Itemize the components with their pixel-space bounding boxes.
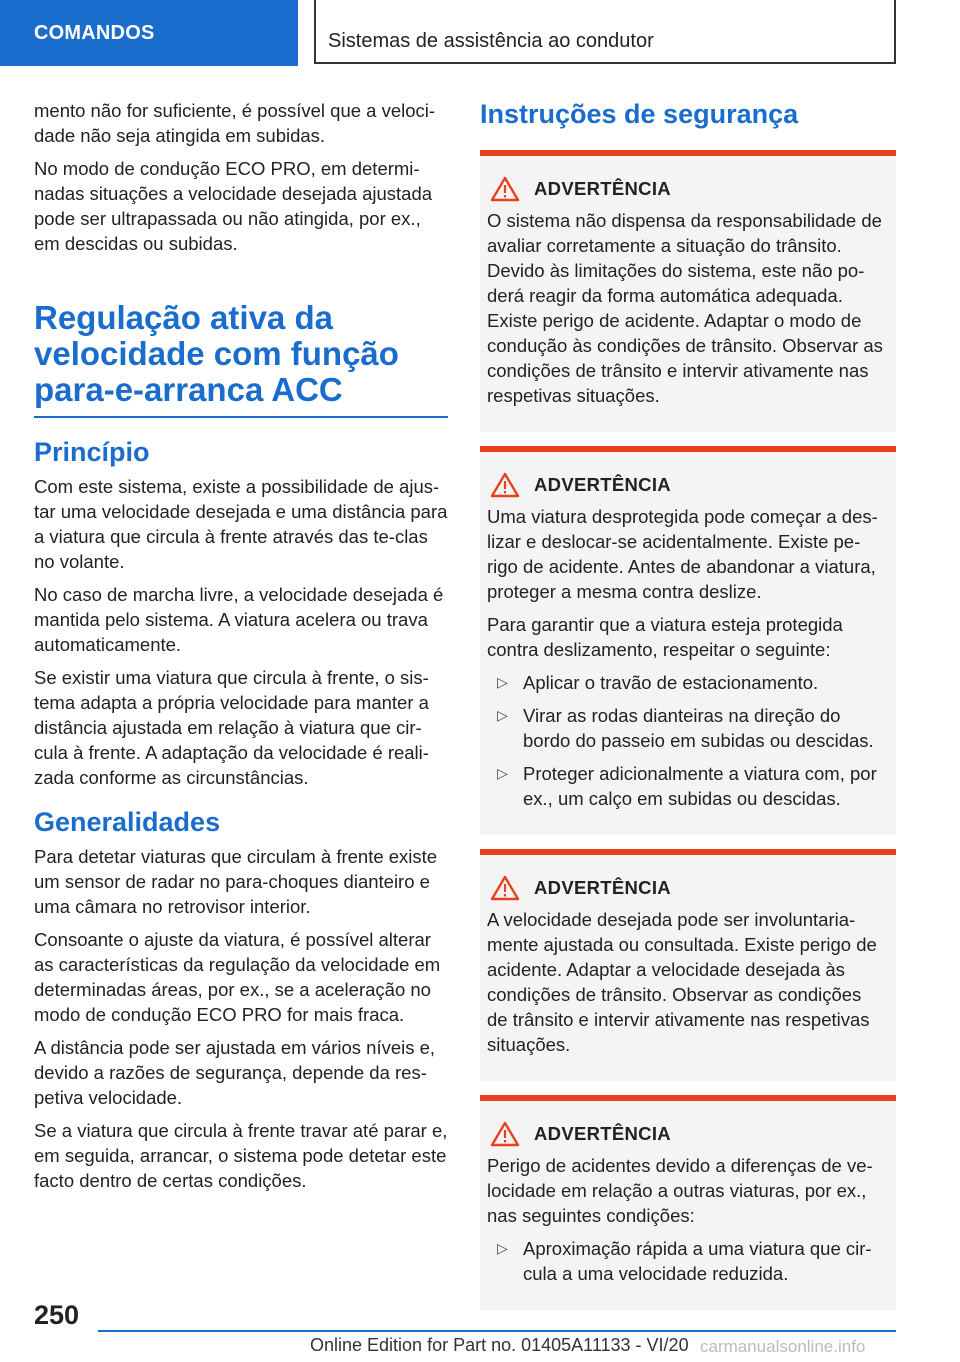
triangle-bullet-icon: ▷ <box>497 765 508 781</box>
generalidades-paragraph-3: A distância pode ser ajustada em vários níveis e, devido a razões de segurança, depende da res-petiva velocidade. <box>34 1037 436 1108</box>
safety-heading: Instruções de segurança <box>480 99 799 129</box>
heading-rule <box>34 416 448 418</box>
warning-box-3 <box>480 849 896 1081</box>
list-item: ▷ Aproximação rápida a uma viatura que cir-cula a uma velocidade reduzida. <box>497 1238 872 1284</box>
generalidades-paragraph-4: Se a viatura que circula à frente travar até parar e, em seguida, arrancar, o sistema pode detetar este facto dentro de certas condições. <box>34 1120 448 1191</box>
generalidades-paragraph-1: Para detetar viaturas que circulam à frente existe um sensor de radar no para-choques dianteiro e uma câmara no retrovisor interior. <box>34 846 438 917</box>
warning-text: Uma viatura desprotegida pode começar a des-lizar e deslocar-se acidentalmente. Existe pe-rigo de acidente. Antes de abandonar a viatura, proteger a mesma contra deslize. <box>487 506 878 602</box>
warning-triangle-icon <box>490 176 520 202</box>
warning-box-4 <box>480 1095 896 1310</box>
footer-edition: Online Edition for Part no. 01405A11133 - VI/20 <box>310 1335 689 1355</box>
warning-list <box>487 670 886 811</box>
principio-paragraph-3: Se existir uma viatura que circula à frente, o sis-tema adapta a própria velocidade para manter a distância ajustada em relação à viatura que cir-cula à frente. A adaptação da velocidade é reali-zada conforme as circunstâncias. <box>34 667 429 788</box>
watermark: carmanualsonline.info <box>700 1337 866 1356</box>
warning-title: ADVERTÊNCIA <box>534 877 671 898</box>
warning-text-2: Para garantir que a viatura esteja protegida contra deslizamento, respeitar o seguinte: <box>487 614 843 660</box>
generalidades-heading: Generalidades <box>34 807 221 837</box>
chapter-title: Sistemas de assistência ao condutor <box>314 0 896 64</box>
principio-paragraph-1: Com este sistema, existe a possibilidade de ajus-tar uma velocidade desejada e uma distância para a viatura que circula à frente através das te-clas no volante. <box>34 476 448 572</box>
generalidades-paragraph-2: Consoante o ajuste da viatura, é possível alterar as características da regulação da velocidade em determinadas áreas, por ex., se a aceleração no modo de condução ECO PRO for mais fraca. <box>34 929 441 1025</box>
list-item: ▷ Proteger adicionalmente a viatura com, por ex., um calço em subidas ou descidas. <box>497 763 877 809</box>
main-heading: Regulação ativa da velocidade com função para-e-arranca ACC <box>34 299 399 408</box>
list-item: ▷ Virar as rodas dianteiras na direção do bordo do passeio em subidas ou descidas. <box>497 705 874 751</box>
section-tab[interactable]: COMANDOS <box>0 0 298 66</box>
warning-text: A velocidade desejada pode ser involuntaria-mente ajustada ou consultada. Existe perigo de acidente. Adaptar a velocidade desejada às condições de trânsito. Observar as condições de trânsito e intervir ativamente nas respetivas situações. <box>487 909 877 1055</box>
intro-paragraph-1: mento não for suficiente, é possível que a veloci-dade não seja atingida em subidas. <box>34 100 436 146</box>
triangle-bullet-icon: ▷ <box>497 707 508 723</box>
left-column <box>34 98 448 1201</box>
principio-paragraph-2: No caso de marcha livre, a velocidade desejada é mantida pelo sistema. A viatura acelera ou trava automaticamente. <box>34 584 444 655</box>
page-number: 250 <box>34 1300 80 1330</box>
principio-heading: Princípio <box>34 437 150 467</box>
warning-title: ADVERTÊNCIA <box>534 1123 671 1144</box>
intro-paragraph-2: No modo de condução ECO PRO, em determi-nadas situações a velocidade desejada ajustada pode ser ultrapassada ou não atingida, por ex., em descidas ou subidas. <box>34 158 433 254</box>
warning-text: O sistema não dispensa da responsabilidade de avaliar corretamente a situação do trânsito. Devido às limitações do sistema, este não po-derá reagir da forma automática adequada. Existe perigo de acidente. Adaptar o modo de condução às condições de trânsito. Observar as condições de trânsito e intervir ativamente nas respetivas situações. <box>487 210 883 406</box>
warning-triangle-icon <box>490 875 520 901</box>
warning-box-2 <box>480 446 896 835</box>
warning-title: ADVERTÊNCIA <box>534 474 671 495</box>
warning-text: Perigo de acidentes devido a diferenças de ve-locidade em relação a outras viaturas, por ex., nas seguintes condições: <box>487 1155 873 1226</box>
list-item: ▷ Aplicar o travão de estacionamento. <box>497 672 819 693</box>
triangle-bullet-icon: ▷ <box>497 674 508 690</box>
footer-rule <box>98 1330 896 1332</box>
page-header <box>0 0 960 66</box>
warning-triangle-icon <box>490 1121 520 1147</box>
warning-triangle-icon <box>490 472 520 498</box>
right-column <box>480 98 896 1324</box>
warning-list <box>487 1236 886 1286</box>
triangle-bullet-icon: ▷ <box>497 1240 508 1256</box>
warning-title: ADVERTÊNCIA <box>534 178 671 199</box>
warning-box-1 <box>480 150 896 432</box>
